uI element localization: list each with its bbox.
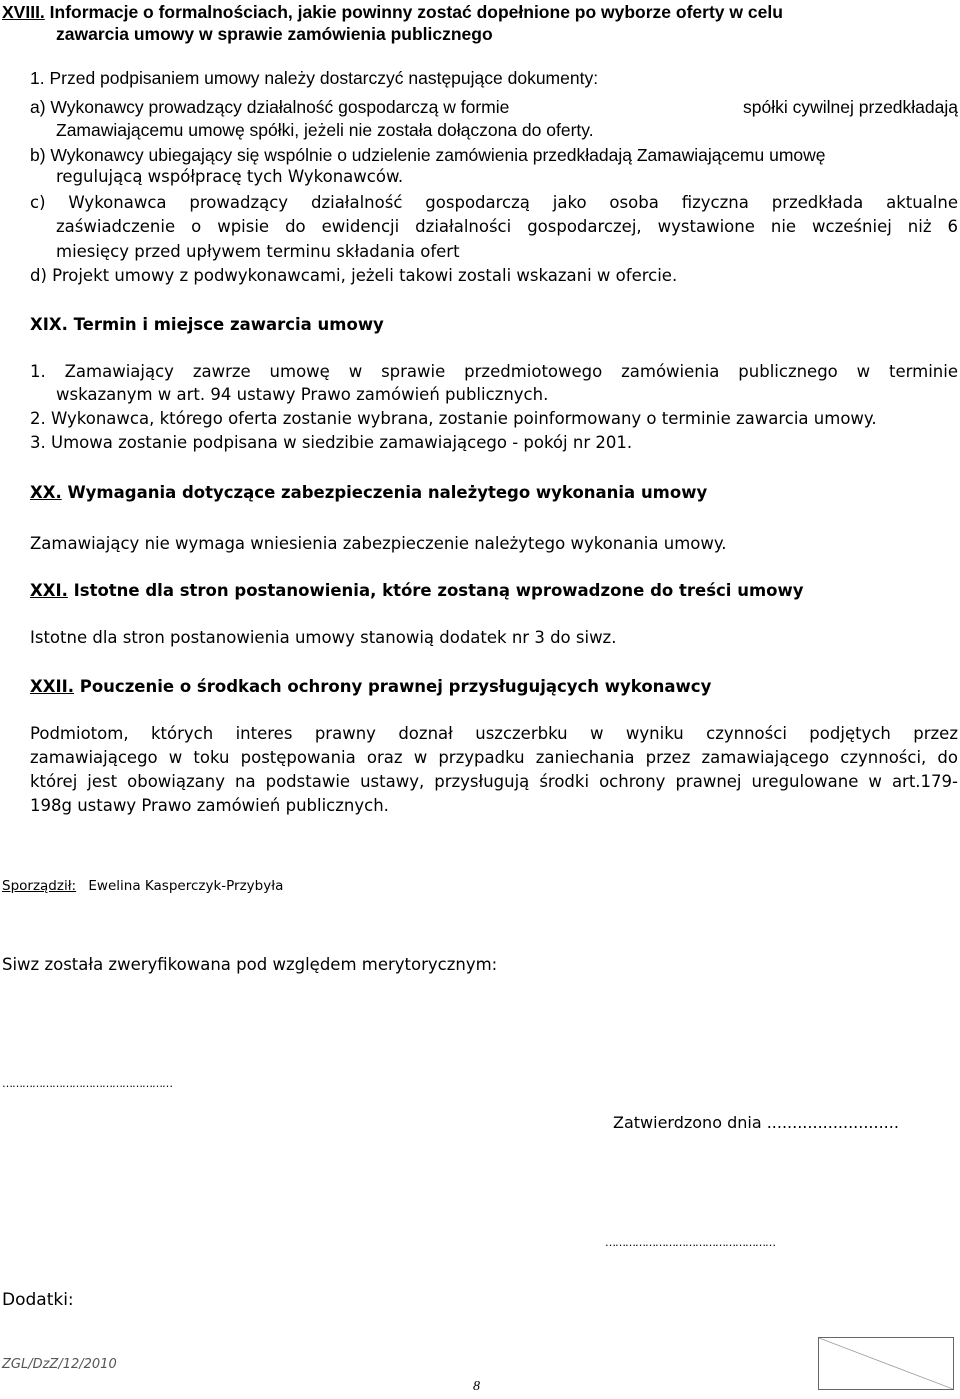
- document-code: ZGL/DzZ/12/2010: [2, 1357, 117, 1372]
- section-xx-body: Zamawiający nie wymaga wniesienia zabezpieczenie należytego wykonania umowy.: [30, 534, 727, 553]
- section-xx-heading: [30, 481, 707, 505]
- section-xix-item1-line2: wskazanym w art. 94 ustawy Prawo zamówień publicznych.: [56, 385, 549, 404]
- section-xxi-body: Istotne dla stron postanowienia umowy stanowią dodatek nr 3 do siwz.: [30, 628, 617, 647]
- section-xxii-number: XXII.: [30, 677, 74, 696]
- stamp-box: [818, 1337, 954, 1390]
- section-xviii-c-line3: miesięcy przed upływem terminu składania ofert: [56, 242, 460, 261]
- section-xviii-heading-line1: Informacje o formalnościach, jakie powinny zostać dopełnione po wyborze oferty w celu: [49, 2, 783, 22]
- approved-date: Zatwierdzono dnia ..........................: [613, 1113, 899, 1132]
- section-xxi-title: Istotne dla stron postanowienia, które zostaną wprowadzone do treści umowy: [73, 581, 804, 600]
- section-xix-item3: 3. Umowa zostanie podpisana w siedzibie zamawiającego - pokój nr 201.: [30, 433, 633, 452]
- section-xxii-heading: [30, 675, 711, 699]
- prepared-label: Sporządził:: [2, 878, 77, 894]
- signature-dots-left: ……………………………………………: [2, 1077, 172, 1090]
- page-number: 8: [473, 1379, 480, 1394]
- section-xviii-number: XVIII.: [2, 2, 45, 22]
- section-xviii-c-line1: c) Wykonawca prowadzący działalność gospodarczą jako osoba fizyczna przedkłada aktualne: [30, 193, 958, 212]
- section-xviii-b-line1: b) Wykonawcy ubiegający się wspólnie o udzielenie zamówienia przedkładają Zamawiającemu umowę: [30, 145, 826, 165]
- section-xviii-heading: [2, 0, 783, 24]
- section-xix-item1-line1: 1. Zamawiający zawrze umowę w sprawie przedmiotowego zamówienia publicznego w terminie: [30, 362, 958, 381]
- section-xxii-body-line1: Podmiotom, których interes prawny doznał uszczerbku w wyniku czynności podjętych przez: [30, 724, 958, 743]
- section-xxi-number: XXI.: [30, 581, 68, 600]
- verified-statement: Siwz została zweryfikowana pod względem merytorycznym:: [2, 955, 498, 974]
- section-xviii-item1: 1. Przed podpisaniem umowy należy dostarczyć następujące dokumenty:: [30, 68, 599, 88]
- stamp-box-diagonal-icon: [819, 1338, 953, 1389]
- signature-dots-right: ……………………………………………: [605, 1236, 775, 1249]
- section-xix-title: Termin i miejsce zawarcia umowy: [73, 315, 384, 334]
- attachments-label: Dodatki:: [2, 1290, 74, 1310]
- section-xviii-c-line2: zaświadczenie o wpisie do ewidencji działalności gospodarczej, wystawione nie wcześniej niż 6: [56, 217, 958, 236]
- section-xxii-body-line2: zamawiającego w toku postępowania oraz w przypadku zaniechania przez zamawiającego czynności, do: [30, 748, 958, 767]
- section-xviii-a-line2: Zamawiającemu umowę spółki, jeżeli nie została dołączona do oferty.: [56, 120, 594, 140]
- section-xxii-title: Pouczenie o środkach ochrony prawnej przysługujących wykonawcy: [79, 677, 712, 696]
- section-xviii-heading-line2: zawarcia umowy w sprawie zamówienia publicznego: [56, 24, 493, 44]
- section-xx-title: Wymagania dotyczące zabezpieczenia należytego wykonania umowy: [67, 483, 708, 502]
- section-xxii-body-line4: 198g ustawy Prawo zamówień publicznych.: [30, 796, 389, 815]
- section-xix-number: XIX.: [30, 315, 68, 334]
- prepared-name: Ewelina Kasperczyk-Przybyła: [88, 878, 284, 894]
- section-xviii-a-line1-right: spółki cywilnej przedkładają: [743, 97, 958, 117]
- section-xxi-heading: [30, 579, 804, 603]
- section-xxii-body-line3: której jest obowiązany na podstawie ustawy, przysługują środki ochrony prawnej uregulowane w art.179-: [30, 772, 958, 791]
- section-xix-heading: [30, 313, 384, 337]
- section-xx-number: XX.: [30, 483, 62, 502]
- section-xviii-d-line1: d) Projekt umowy z podwykonawcami, jeżeli takowi zostali wskazani w ofercie.: [30, 266, 678, 285]
- section-xix-item2: 2. Wykonawca, którego oferta zostanie wybrana, zostanie poinformowany o terminie zawarcia umowy.: [30, 409, 877, 428]
- prepared-by: [2, 874, 283, 898]
- section-xviii-b-line2: regulującą współpracę tych Wykonawców.: [56, 167, 404, 186]
- section-xviii-a-line1-left: a) Wykonawcy prowadzący działalność gospodarczą w formie: [30, 97, 510, 117]
